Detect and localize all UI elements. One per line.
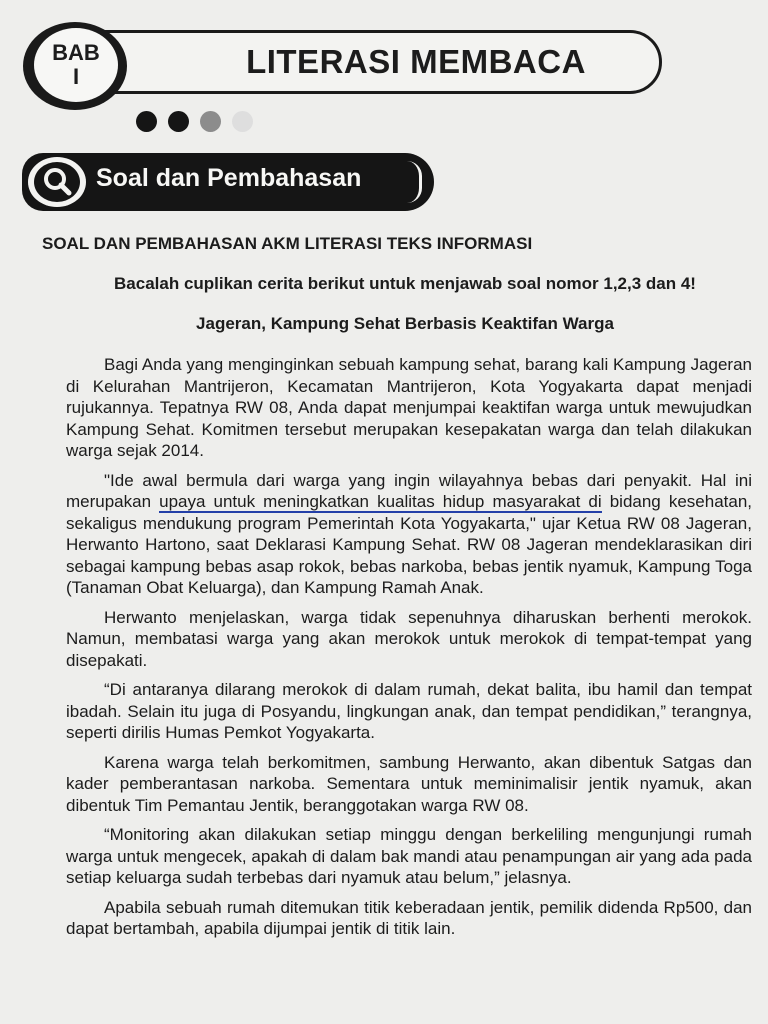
section-banner: [22, 153, 434, 211]
paragraph-6: “Monitoring akan dilakukan setiap minggu dengan berkeliling mengunjungi rumah warga untuk mengecek, apakah di dalam bak mandi atau penampungan air yang ada pada setiap keluarga sudah terbebas dari nyamuk atau belum,” jelasnya.: [66, 825, 752, 887]
dot-black-icon: [168, 111, 189, 132]
paragraph-5: Karena warga telah berkomitmen, sambung Herwanto, akan dibentuk Satgas dan kader pemberantasan narkoba. Sementara untuk meminimalisir jentik nyamuk, akan dibentuk Tim Pemantau Jentik, beranggotakan warga RW 08.: [66, 752, 752, 815]
story-body: [66, 354, 752, 948]
search-icon: [38, 165, 76, 199]
bab-number: I: [72, 64, 80, 89]
decorative-dots: [136, 111, 264, 137]
bab-word: BAB: [52, 40, 100, 65]
paragraph-2: [66, 470, 752, 599]
dot-black-icon: [136, 111, 157, 132]
paragraph-4: “Di antaranya dilarang merokok di dalam rumah, dekat balita, ibu hamil dan tempat ibadah. Selain itu juga di Posyandu, lingkungan anak, dan tempat pendidikan,” terangnya, seperti dirilis Humas Pemkot Yogyakarta.: [66, 680, 752, 742]
dot-gray-icon: [200, 111, 221, 132]
story-title: Jageran, Kampung Sehat Berbasis Keaktifan Warga: [196, 314, 614, 333]
section-label: Soal dan Pembahasan: [96, 164, 362, 192]
main-heading: SOAL DAN PEMBAHASAN AKM LITERASI TEKS INFORMASI: [42, 234, 533, 253]
chapter-badge-label: [34, 28, 118, 102]
chapter-title: LITERASI MEMBACA: [246, 43, 586, 80]
pen-underline-text: upaya untuk meningkatkan kualitas hidup masyarakat di: [159, 492, 602, 511]
paragraph-7: Apabila sebuah rumah ditemukan titik keberadaan jentik, pemilik didenda Rp500, dan dapat bertambah, apabila dijumpai jentik di titik lain.: [66, 897, 752, 938]
paragraph-3: Herwanto menjelaskan, warga tidak sepenuhnya diharuskan berhenti merokok. Namun, membatasi warga yang akan merokok untuk merokok di tempat-tempat yang disepakati.: [66, 607, 752, 670]
chapter-title-banner: [70, 30, 662, 94]
paragraph-1: Bagi Anda yang menginginkan sebuah kampung sehat, barang kali Kampung Jageran di Kelurahan Mantrijeron, Kecamatan Mantrijeron, Kota Yogyakarta dapat menjadi rujukannya. Tepatnya RW 08, Anda dapat menjumpai keaktifan warga untuk mewujudkan Kampung Sehat. Komitmen tersebut merupakan kesepakatan warga dan telah dilakukan warga sejak 2014.: [66, 355, 752, 460]
instruction-heading: Bacalah cuplikan cerita berikut untuk menjawab soal nomor 1,2,3 dan 4!: [114, 274, 696, 293]
paragraph-2-start: "Ide awal bermula dari warga yang ingin wilayahnya bebas dari penyakit. Hal ini merupakan: [66, 470, 752, 511]
paragraph-2-end: bidang kesehatan, sekaligus mendukung program Pemerintah Kota Yogyakarta," ujar Ketua RW 08 Jageran, Herwanto Hartono, saat Deklarasi Kampung Sehat. RW 08 Jageran mendeklarasikan diri sebagai kampung bebas asap rokok, bebas narkoba, bebas jentik nyamuk, Kampung Toga (Tanaman Obat Keluarga), dan Kampung Ramah Anak.: [66, 492, 753, 597]
search-badge: [28, 157, 86, 207]
dot-light-icon: [232, 111, 253, 132]
